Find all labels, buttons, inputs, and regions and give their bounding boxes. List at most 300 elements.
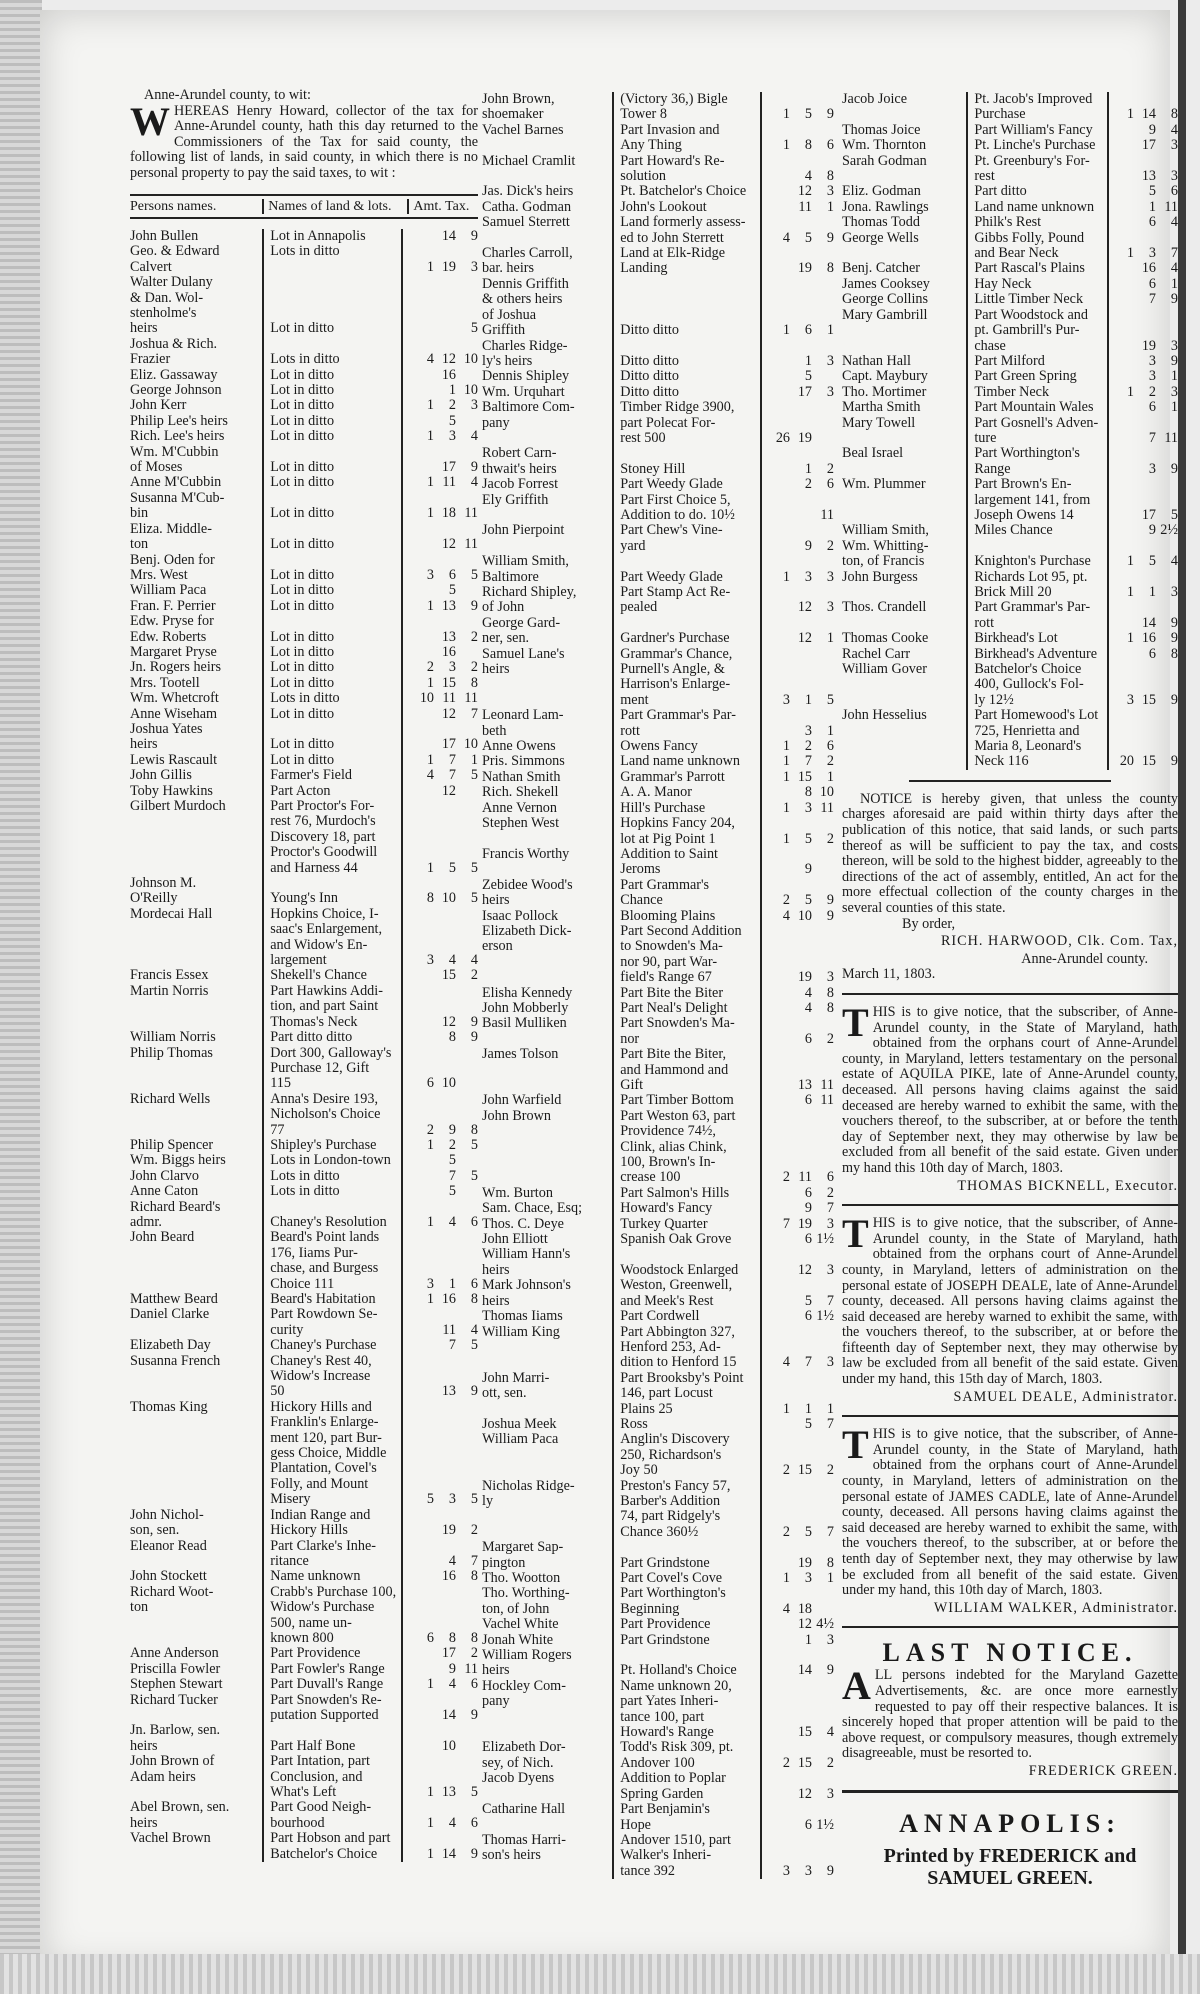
land-name: Part Abbington 327, Henford 253, Ad- dition to Henford 15 bbox=[612, 1325, 760, 1371]
imprint-printer: Printed by FREDERICK and SAMUEL GREEN. bbox=[883, 1844, 1137, 1889]
amount-pence: 4½ bbox=[816, 1616, 834, 1633]
amount-shillings: 3 bbox=[1148, 245, 1156, 262]
amount-pence: 9 bbox=[1170, 352, 1178, 369]
amount-pence: 2 bbox=[826, 1184, 834, 1201]
tax-amount bbox=[760, 1201, 834, 1216]
tax-amount bbox=[760, 1016, 834, 1047]
tax-amount bbox=[401, 907, 478, 969]
tax-amount bbox=[760, 1325, 834, 1371]
amount-shillings: 18 bbox=[797, 1600, 812, 1617]
person-name: James Tolson bbox=[482, 1046, 559, 1063]
amount-shillings: 18 bbox=[441, 505, 456, 522]
person-name: Wm. Whetcroft bbox=[130, 690, 219, 707]
amount-pence: 3 bbox=[826, 183, 834, 200]
table-row bbox=[482, 1309, 834, 1324]
amount-pounds: 7 bbox=[782, 1215, 790, 1232]
land-name: Part Benjamin's Hope bbox=[612, 1802, 760, 1833]
amount-pence: 3 bbox=[826, 352, 834, 369]
person-name: Jn. Rogers heirs bbox=[130, 659, 222, 676]
table-row bbox=[130, 1539, 478, 1570]
land-name: Hickory Hills and Franklin's Enlarge- ment 120, part Bur- gess Choice, Middle Plantation, Covel's Folly, and Mount Misery bbox=[262, 1400, 401, 1508]
column-1 bbox=[130, 88, 478, 1862]
table-row bbox=[842, 231, 1178, 262]
table-row bbox=[842, 385, 1178, 400]
amount-pounds: 6 bbox=[426, 1629, 434, 1646]
amount-shillings: 6 bbox=[804, 322, 812, 339]
tax-amount bbox=[760, 1309, 834, 1324]
person-name: Ely Griffith bbox=[482, 491, 549, 508]
amount-pence: 3 bbox=[1170, 584, 1178, 600]
amount-shillings: 17 bbox=[441, 459, 456, 476]
person-name: Eliz. Gassaway bbox=[130, 366, 218, 383]
table-row bbox=[130, 1169, 478, 1184]
amount-pence: 9 bbox=[470, 1013, 478, 1030]
table-row bbox=[130, 722, 478, 753]
pike-notice-signature: THOMAS BICKNELL, Executor. bbox=[957, 1177, 1178, 1194]
amount-pounds: 1 bbox=[426, 859, 434, 876]
table-row bbox=[482, 1802, 834, 1833]
amount-pounds: 1 bbox=[782, 830, 790, 847]
person-name: William Paca bbox=[482, 1431, 559, 1448]
tax-amount bbox=[401, 1508, 478, 1539]
tax-amount bbox=[401, 1230, 478, 1292]
tax-amount bbox=[401, 368, 478, 383]
tax-table-col1 bbox=[130, 229, 478, 1862]
amount-pence: 3 bbox=[826, 383, 834, 400]
person-name: William King bbox=[482, 1323, 560, 1340]
table-row bbox=[130, 1800, 478, 1831]
person-name: Wm. Thornton bbox=[842, 137, 927, 154]
tax-amount bbox=[760, 400, 834, 446]
tax-amount bbox=[401, 1307, 478, 1338]
land-name: Pt. Batchelor's Choice bbox=[612, 184, 760, 199]
amount-pounds: 1 bbox=[426, 1814, 434, 1831]
table-row bbox=[842, 138, 1178, 153]
table-row bbox=[482, 909, 834, 924]
tax-amount bbox=[1107, 215, 1178, 230]
table-row bbox=[482, 1617, 834, 1632]
person-name: Elisha Kennedy bbox=[482, 984, 573, 1001]
person-name: Margaret Pryse bbox=[130, 643, 217, 660]
amount-shillings: 16 bbox=[441, 1291, 456, 1307]
drop-cap: A bbox=[842, 1663, 871, 1709]
land-name: Part Grammar's Par- rott bbox=[966, 600, 1107, 631]
amount-pence: 8 bbox=[826, 999, 834, 1016]
land-name: Lot in ditto bbox=[262, 707, 401, 722]
pike-estate-notice bbox=[842, 1000, 1178, 1194]
amount-shillings: 3 bbox=[1148, 368, 1156, 385]
drop-cap: W bbox=[130, 98, 170, 144]
person-name: Rich. Shekell bbox=[482, 784, 559, 801]
table-row bbox=[130, 1138, 478, 1153]
person-name: Leonard Lam- beth bbox=[482, 707, 564, 739]
person-name: Anne Owens bbox=[482, 738, 556, 755]
person-name: Daniel Clarke bbox=[130, 1306, 210, 1323]
person-name: Samuel Sterrett bbox=[482, 214, 570, 231]
person-name: Michael Cramlit bbox=[482, 152, 576, 169]
amount-pence: 6 bbox=[826, 1169, 834, 1186]
amount-shillings: 17 bbox=[797, 383, 812, 400]
amount-pence: 6 bbox=[470, 1213, 478, 1230]
land-name: Lot in Annapolis bbox=[262, 229, 401, 244]
tax-table-col2 bbox=[482, 92, 834, 1879]
table-row bbox=[130, 753, 478, 768]
tax-amount bbox=[401, 1646, 478, 1661]
amount-pounds: 1 bbox=[426, 397, 434, 414]
amount-pounds: 1 bbox=[426, 597, 434, 614]
tax-amount bbox=[760, 523, 834, 554]
tax-amount bbox=[401, 707, 478, 722]
amount-pence: 7 bbox=[1170, 245, 1178, 262]
deale-notice-signature: SAMUEL DEALE, Administrator. bbox=[953, 1388, 1178, 1405]
table-row bbox=[842, 184, 1178, 199]
amount-shillings: 6 bbox=[1148, 645, 1156, 662]
amount-pence: 2 bbox=[826, 460, 834, 477]
amount-shillings: 5 bbox=[1148, 183, 1156, 200]
amount-pence: 9 bbox=[1170, 753, 1178, 770]
person-name: Anne Anderson bbox=[130, 1645, 219, 1662]
amount-pence: 5 bbox=[470, 859, 478, 876]
amount-pounds: 1 bbox=[1126, 630, 1134, 647]
person-name: John Beard bbox=[130, 1229, 195, 1246]
amount-shillings: 6 bbox=[804, 1030, 812, 1047]
table-row bbox=[130, 1092, 478, 1138]
amount-pounds: 1 bbox=[426, 428, 434, 445]
amount-pence: 5 bbox=[470, 1337, 478, 1354]
person-name: Samuel Lane's heirs bbox=[482, 645, 565, 678]
amount-pence: 7 bbox=[470, 1552, 478, 1569]
land-name: Part Acton bbox=[262, 784, 401, 799]
amount-pounds: 1 bbox=[782, 106, 790, 123]
tax-amount bbox=[760, 123, 834, 154]
table-row bbox=[482, 200, 834, 215]
land-name: Lots in ditto bbox=[262, 691, 401, 706]
table-row bbox=[482, 1247, 834, 1278]
amount-shillings: 1 bbox=[804, 1631, 812, 1648]
tax-amount bbox=[1107, 446, 1178, 477]
amount-shillings: 11 bbox=[442, 1321, 456, 1338]
land-name: Lot in ditto bbox=[262, 445, 401, 476]
amount-pence: 9 bbox=[1170, 291, 1178, 308]
person-name: Wm. Plummer bbox=[842, 476, 926, 493]
person-name: John Gillis bbox=[130, 767, 192, 784]
amount-shillings: 14 bbox=[1141, 614, 1156, 631]
amount-shillings: 7 bbox=[448, 1167, 456, 1184]
land-name: Andover 1510, part Walker's Inheri- tance 392 bbox=[612, 1833, 760, 1879]
amount-pence: 1 bbox=[826, 322, 834, 339]
amount-pence: 2 bbox=[470, 967, 478, 984]
tax-notice-signer: RICH. HARWOOD, Clk. Com. Tax, bbox=[940, 933, 1178, 950]
land-name: Part Homewood's Lot 725, Henrietta and Maria 8, Leonard's Neck 116 bbox=[966, 708, 1107, 770]
amount-shillings: 5 bbox=[448, 412, 456, 429]
tax-amount bbox=[760, 1540, 834, 1571]
land-name: Part Snowden's Ma- nor bbox=[612, 1016, 760, 1047]
amount-pounds: 1 bbox=[426, 674, 434, 691]
table-row bbox=[482, 924, 834, 986]
person-name: Charles Ridge- ly's heirs bbox=[482, 337, 568, 369]
land-name: Woodstock Enlarged bbox=[612, 1247, 760, 1278]
tax-amount bbox=[1107, 138, 1178, 153]
cadle-notice-text: HIS is to give notice, that the subscriber, of Anne-Arundel county, in the State of Maryland, hath obtained from the orphans court of Anne-Arundel county, in Maryland, letters of administration on the personal estate of JAMES CADLE, late of Anne-Arundel county, deceased. All persons having claims against the said deceased are hereby warned to exhibit the same, with the vouchers thereof, to the subscriber, at or before the tenth day of September next, they may otherwise by law be excluded from all benefit of the said estate. Given under my hand, this 10th day of March, 1803. bbox=[842, 1426, 1178, 1599]
amount-shillings: 17 bbox=[441, 736, 456, 753]
person-name: Philip Thomas bbox=[130, 1044, 213, 1061]
person-name: Richard Shipley, of John bbox=[482, 584, 577, 616]
land-name: Name unknown bbox=[262, 1569, 401, 1584]
amount-shillings: 2 bbox=[448, 397, 456, 414]
land-name: Part Bite the Biter bbox=[612, 986, 760, 1001]
land-name: (Victory 36,) Bigle Tower 8 bbox=[612, 92, 760, 123]
land-name: Birkhead's Adventure bbox=[966, 647, 1107, 662]
land-name: Chaney's Rest 40, Widow's Increase 50 bbox=[262, 1354, 401, 1400]
intro-text: HEREAS Henry Howard, collector of the tax for Anne-Arundel county, hath this day returned to the Commissioners of the Tax for said county, the following list of lands, in said county, in which there is no personal property to pay the said taxes, to wit : bbox=[130, 102, 478, 181]
amount-shillings: 12 bbox=[441, 1013, 456, 1030]
amount-pounds: 1 bbox=[782, 568, 790, 585]
table-row bbox=[842, 647, 1178, 662]
person-name: Charles Carroll, bar. heirs bbox=[482, 245, 573, 277]
amount-pence: 8 bbox=[826, 1554, 834, 1571]
amount-pence: 8 bbox=[470, 1121, 478, 1138]
person-name: William Smith, bbox=[842, 522, 929, 539]
land-name: Part Hawkins Addi- tion, and part Saint Thomas's Neck bbox=[262, 984, 401, 1030]
land-name: Indian Range and Hickory Hills bbox=[262, 1508, 401, 1539]
person-name: Priscilla Fowler bbox=[130, 1660, 221, 1677]
table-row bbox=[130, 1200, 478, 1231]
person-name: Hockley Com- pany bbox=[482, 1677, 566, 1710]
amount-pence: 1 bbox=[1170, 368, 1178, 385]
amount-pounds: 1 bbox=[1126, 584, 1134, 600]
amount-shillings: 15 bbox=[797, 1754, 812, 1771]
person-name: William Norris bbox=[130, 1029, 216, 1046]
amount-shillings: 10 bbox=[441, 1075, 456, 1092]
amount-shillings: 1 bbox=[804, 460, 812, 477]
person-name: Baltimore Com- pany bbox=[482, 399, 575, 431]
amount-shillings: 5 bbox=[804, 1415, 812, 1432]
person-name: John Hesselius bbox=[842, 707, 927, 724]
tax-amount bbox=[401, 1400, 478, 1508]
deale-notice-text: HIS is to give notice, that the subscriber, of Anne-Arundel county, in the State of Maryland, hath obtained from the orphans court of Anne-Arundel county, in Maryland, letters of administration on the personal estate of JOSEPH DEALE, late of Anne-Arundel county, deceased. All persons having claims against the said deceased are hereby warned to exhibit the same, with the vouchers thereof, to the subscriber, at or before the fifteenth day of September next, they may otherwise by law be excluded from all benefit of the said estate. Given under my hand, this 15th day of March, 1803. bbox=[842, 1215, 1178, 1388]
land-name: Part Covel's Cove bbox=[612, 1571, 760, 1586]
tax-amount bbox=[401, 1723, 478, 1754]
person-name: George Wells bbox=[842, 229, 919, 246]
amount-shillings: 7 bbox=[448, 1337, 456, 1354]
amount-shillings: 12 bbox=[797, 630, 812, 647]
tax-amount bbox=[760, 1247, 834, 1278]
land-name: Part Providence bbox=[262, 1646, 401, 1661]
amount-shillings: 9 bbox=[1148, 121, 1156, 138]
table-row bbox=[482, 523, 834, 554]
amount-pounds: 2 bbox=[782, 892, 790, 909]
person-name: William Smith, Baltimore bbox=[482, 553, 569, 585]
person-name: Anne M'Cubbin bbox=[130, 474, 222, 491]
land-name: Land formerly assess- ed to John Sterrett bbox=[612, 215, 760, 246]
amount-pounds: 1 bbox=[1126, 106, 1134, 123]
amount-pence: 9 bbox=[826, 1862, 834, 1879]
amount-shillings: 6 bbox=[804, 1092, 812, 1109]
person-name: Richard Tucker bbox=[130, 1691, 218, 1708]
tax-amount bbox=[760, 1047, 834, 1093]
amount-shillings: 7 bbox=[804, 753, 812, 770]
amount-pence: 5 bbox=[826, 691, 834, 708]
table-row bbox=[842, 215, 1178, 230]
amount-pounds: 1 bbox=[782, 1400, 790, 1417]
amount-pounds: 1 bbox=[782, 738, 790, 755]
amount-pence: 1 bbox=[1170, 275, 1178, 292]
table-row bbox=[482, 1217, 834, 1232]
land-name: Part Milford bbox=[966, 354, 1107, 369]
table-row bbox=[130, 1754, 478, 1800]
amount-pence: 4 bbox=[470, 1321, 478, 1338]
table-row bbox=[482, 770, 834, 785]
tax-amount bbox=[401, 522, 478, 553]
land-name: Gibbs Folly, Pound and Bear Neck bbox=[966, 231, 1107, 262]
amount-shillings: 5 bbox=[1148, 553, 1156, 570]
land-name: Lot in ditto bbox=[262, 645, 401, 660]
amount-pounds: 4 bbox=[782, 1354, 790, 1371]
deale-estate-notice bbox=[842, 1211, 1178, 1405]
table-row bbox=[842, 277, 1178, 292]
tax-amount bbox=[401, 1354, 478, 1400]
table-row bbox=[482, 493, 834, 524]
amount-shillings: 19 bbox=[797, 429, 812, 446]
amount-pence: 8 bbox=[470, 674, 478, 691]
amount-shillings: 16 bbox=[441, 366, 456, 383]
amount-shillings: 12 bbox=[441, 536, 456, 553]
land-name: Part Worthington's Range bbox=[966, 446, 1107, 477]
person-name: Nicholas Ridge- ly bbox=[482, 1477, 575, 1509]
tax-amount bbox=[760, 1802, 834, 1833]
tax-amount bbox=[401, 614, 478, 645]
table-row bbox=[130, 660, 478, 675]
table-row bbox=[482, 585, 834, 616]
person-name: Thos. Crandell bbox=[842, 599, 927, 616]
amount-pence: 9 bbox=[470, 1029, 478, 1046]
amount-pounds: 1 bbox=[426, 1136, 434, 1153]
land-name: Pt. Greenbury's For- rest bbox=[966, 154, 1107, 185]
land-name: Part Woodstock and pt. Gambrill's Pur- chase bbox=[966, 308, 1107, 354]
land-name: Hopkins Choice, I- saac's Enlargement, and Widow's En- largement bbox=[262, 907, 401, 969]
amount-shillings: 2 bbox=[804, 476, 812, 493]
amount-pence: 1½ bbox=[816, 1816, 834, 1833]
amount-pence: 9 bbox=[1170, 691, 1178, 708]
table-row bbox=[130, 414, 478, 429]
person-name: Fran. F. Perrier bbox=[130, 597, 216, 614]
land-name: Part Weedy Glade bbox=[612, 477, 760, 492]
amount-shillings: 4 bbox=[804, 168, 812, 185]
person-name: Jacob Forrest bbox=[482, 476, 559, 493]
amount-shillings: 12 bbox=[797, 599, 812, 616]
amount-pounds: 1 bbox=[1126, 553, 1134, 570]
tax-amount bbox=[760, 1633, 834, 1648]
tax-amount bbox=[760, 339, 834, 370]
tax-amount bbox=[760, 1371, 834, 1417]
cadle-estate-notice bbox=[842, 1422, 1178, 1616]
person-name: Thomas Harri- son's heirs bbox=[482, 1831, 566, 1864]
amount-shillings: 4 bbox=[448, 1552, 456, 1569]
amount-pence: 4 bbox=[826, 1724, 834, 1741]
tax-amount bbox=[1107, 600, 1178, 631]
person-name: John Elliott bbox=[482, 1231, 548, 1248]
amount-shillings: 17 bbox=[1141, 137, 1156, 154]
amount-shillings: 19 bbox=[797, 969, 812, 986]
amount-pence: 3 bbox=[826, 1261, 834, 1278]
amount-shillings: 17 bbox=[1141, 506, 1156, 523]
table-row bbox=[482, 246, 834, 277]
tax-amount bbox=[760, 1186, 834, 1201]
amount-pence: 9 bbox=[1170, 460, 1178, 477]
person-name: Elizabeth Day bbox=[130, 1337, 211, 1354]
table-row bbox=[842, 92, 1178, 123]
land-name: Hay Neck bbox=[966, 277, 1107, 292]
land-name: Addition to Saint Jeroms bbox=[612, 847, 760, 878]
amount-pence: 1 bbox=[826, 1570, 834, 1586]
amount-pence: 2 bbox=[826, 1754, 834, 1771]
amount-pounds: 1 bbox=[1126, 245, 1134, 262]
amount-shillings: 5 bbox=[448, 1183, 456, 1200]
land-name: Part Rascal's Plains bbox=[966, 261, 1107, 276]
amount-pence: 6 bbox=[826, 476, 834, 493]
land-name: Young's Inn bbox=[262, 876, 401, 907]
tax-amount bbox=[760, 446, 834, 477]
amount-pence: 10 bbox=[819, 784, 834, 801]
tax-amount bbox=[1107, 354, 1178, 369]
amount-pounds: 3 bbox=[426, 566, 434, 583]
amount-pence: 5 bbox=[470, 767, 478, 784]
table-row bbox=[482, 1633, 834, 1648]
land-name: Part Brooksby's Point 146, part Locust Plains 25 bbox=[612, 1371, 760, 1417]
amount-shillings: 1 bbox=[448, 382, 456, 399]
land-name: Lot in ditto bbox=[262, 414, 401, 429]
land-name: Part Worthington's Beginning bbox=[612, 1586, 760, 1617]
tax-amount bbox=[760, 385, 834, 400]
amount-pence: 3 bbox=[826, 568, 834, 585]
drop-cap: T bbox=[842, 1000, 869, 1045]
person-name: Philip Spencer bbox=[130, 1136, 214, 1153]
amount-pounds: 2 bbox=[426, 1121, 434, 1138]
amount-pence: 8 bbox=[1170, 106, 1178, 123]
tax-amount bbox=[1107, 570, 1178, 601]
amount-shillings: 5 bbox=[448, 582, 456, 599]
amount-shillings: 16 bbox=[1141, 630, 1156, 647]
amount-pounds: 2 bbox=[782, 1462, 790, 1479]
person-name: William Hann's heirs bbox=[482, 1246, 571, 1278]
land-name: Part Stamp Act Re- pealed bbox=[612, 585, 760, 616]
amount-shillings: 12 bbox=[441, 782, 456, 799]
amount-pence: 5 bbox=[470, 890, 478, 907]
amount-pence: 5 bbox=[470, 1136, 478, 1153]
land-name: Lot in ditto bbox=[262, 491, 401, 522]
person-name: Mary Towell bbox=[842, 414, 916, 431]
tax-amount bbox=[760, 1232, 834, 1247]
amount-pence: 4 bbox=[470, 474, 478, 491]
amount-shillings: 19 bbox=[441, 258, 456, 275]
table-row bbox=[482, 1740, 834, 1771]
amount-pounds: 1 bbox=[426, 258, 434, 275]
tax-amount bbox=[760, 1001, 834, 1016]
person-name: Francis Worthy bbox=[482, 845, 570, 862]
tax-amount bbox=[760, 493, 834, 524]
tax-amount bbox=[760, 1093, 834, 1108]
amount-pounds: 2 bbox=[426, 659, 434, 676]
tax-amount bbox=[1107, 539, 1178, 570]
table-row bbox=[842, 539, 1178, 570]
table-row bbox=[482, 1201, 834, 1216]
header-persons: Persons names. bbox=[130, 198, 217, 214]
person-name: Capt. Maybury bbox=[842, 368, 928, 385]
amount-pence: 3 bbox=[1170, 137, 1178, 154]
amount-shillings: 15 bbox=[441, 674, 456, 691]
land-name: Shekell's Chance bbox=[262, 968, 401, 983]
land-name: Part William's Fancy bbox=[966, 123, 1107, 138]
